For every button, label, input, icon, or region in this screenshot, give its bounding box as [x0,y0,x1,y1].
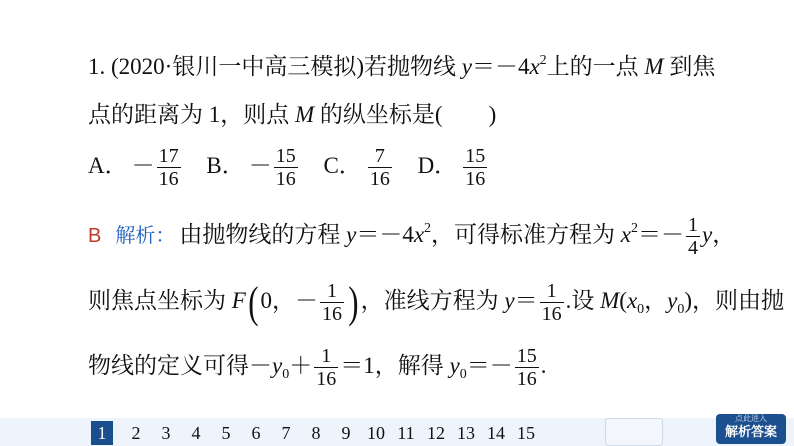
question-text: 1. (2020·银川一中高三模拟)若抛物线 [88,54,462,79]
var-F: F [231,287,246,313]
fraction [686,214,700,259]
choice-c[interactable] [323,145,393,190]
equation-text: ＋ [289,352,313,378]
fraction-numerator: 7 [368,145,392,168]
solution-line-2 [88,277,785,327]
fraction-denominator: 16 [316,368,337,390]
subscript: 0 [637,301,645,317]
fraction-numerator: 17 [158,145,179,167]
fraction-denominator: 16 [369,168,390,190]
page-link-11[interactable]: 11 [397,423,415,443]
page-link-3[interactable]: 3 [161,423,171,443]
fraction-numerator: 1 [540,280,564,303]
solution-text: 物线的定义可得－ [88,352,272,378]
var-x: x [413,221,425,247]
var-y: y [702,221,713,247]
choice-sign: － [131,152,155,178]
fraction-denominator: 4 [688,237,698,259]
fraction-numerator: 1 [314,345,338,368]
var-x: x [626,287,638,313]
punctuation: ( [619,287,627,313]
answer-letter: B [88,224,102,247]
choice-fraction [274,145,298,190]
answer-choices [88,145,507,190]
fraction-denominator: 16 [465,168,486,190]
solution-text: ＝1，解得 [340,352,450,378]
solution-text: ，准线方程为 [360,287,505,313]
var-y: y [667,287,678,313]
fraction-numerator: 1 [320,280,344,303]
question-text: 上的一点 [546,54,645,79]
page-link-13[interactable]: 13 [457,423,475,443]
fraction-denominator: 16 [158,168,179,190]
var-y: y [449,352,460,378]
var-x: x [620,221,631,247]
choice-label: C． [323,152,362,178]
solution-text: ，则由抛 [692,287,785,313]
page-link-4[interactable]: 4 [191,423,201,443]
equation-text: ＝－4 [471,54,530,79]
question-text: 到焦 [663,54,716,79]
solution-line-3 [88,345,546,390]
question-text: 点的距离为 1，则点 [88,102,295,127]
subscript: 0 [677,301,685,317]
page-link-9[interactable]: 9 [341,423,351,443]
decorative-box [605,418,663,446]
solution-title: 解析： [115,222,176,247]
fraction [320,280,344,325]
solution-text: 则焦点坐标为 [88,287,232,313]
page-link-8[interactable]: 8 [311,423,321,443]
var-M: M [644,54,664,79]
choice-label: B． [206,152,245,178]
solution-line-1 [88,214,735,259]
question-line-2 [88,100,496,130]
choice-fraction [463,145,487,190]
punctuation: ， [644,287,668,313]
var-y: y [346,221,357,247]
equation-text: ＝－ [638,221,684,247]
subscript: 0 [282,366,290,382]
var-M: M [600,287,620,313]
solution-text: .设 [565,287,601,313]
solution-button-caption: 点此进入 [735,414,767,423]
page-link-12[interactable]: 12 [427,423,445,443]
equation-text: ＝－ [466,352,513,378]
fraction-denominator: 16 [321,303,342,325]
fraction [515,345,539,390]
choice-fraction [368,145,392,190]
page-link-1[interactable]: 1 [91,421,113,445]
choice-label: A． [88,152,128,178]
punctuation: ) [684,287,693,313]
page-link-2[interactable]: 2 [131,423,141,443]
fraction-numerator: 15 [465,145,486,167]
subscript: 0 [459,366,467,382]
choice-b[interactable] [206,145,299,190]
var-y: y [272,352,283,378]
fraction [314,345,338,390]
punctuation: ， [712,221,736,247]
page-link-6[interactable]: 6 [251,423,261,443]
equation-text: ＝ [514,287,538,313]
fraction-denominator: 16 [516,368,537,390]
question-line-1 [88,52,715,82]
paren-left: ( [248,277,259,327]
solution-button-label: 解析答案 [724,425,777,440]
punctuation: . [540,352,547,378]
choice-a[interactable] [88,145,183,190]
choice-fraction [157,145,181,190]
page-link-5[interactable]: 5 [221,423,231,443]
fraction-numerator: 1 [688,214,698,236]
solution-text: ，可得标准方程为 [431,221,621,247]
fraction-denominator: 16 [275,168,296,190]
choice-label: D． [417,152,458,178]
page-link-7[interactable]: 7 [281,423,291,443]
exponent: 2 [631,220,638,236]
fraction-numerator: 15 [275,145,296,167]
page-navigator [91,421,541,445]
page-link-14[interactable]: 14 [487,423,505,443]
view-solution-button[interactable] [716,414,786,444]
choice-sign: － [248,152,272,178]
paren-right: ) [348,277,359,327]
exponent: 2 [539,53,547,68]
page-link-15[interactable]: 15 [517,423,535,443]
exponent: 2 [424,220,432,236]
var-y: y [504,287,515,313]
fraction-denominator: 16 [541,303,562,325]
solution-text: 由抛物线的方程 [179,221,347,247]
equation-text: ＝－4 [356,221,414,247]
choice-d[interactable] [418,145,490,190]
equation-text: 0，－ [260,287,318,313]
question-text: 的纵坐标是( ) [314,102,497,127]
fraction [540,280,564,325]
var-x: x [529,54,540,79]
var-y: y [461,54,472,79]
fraction-numerator: 15 [516,345,537,367]
page-link-10[interactable]: 10 [367,423,385,443]
var-M: M [295,102,315,127]
